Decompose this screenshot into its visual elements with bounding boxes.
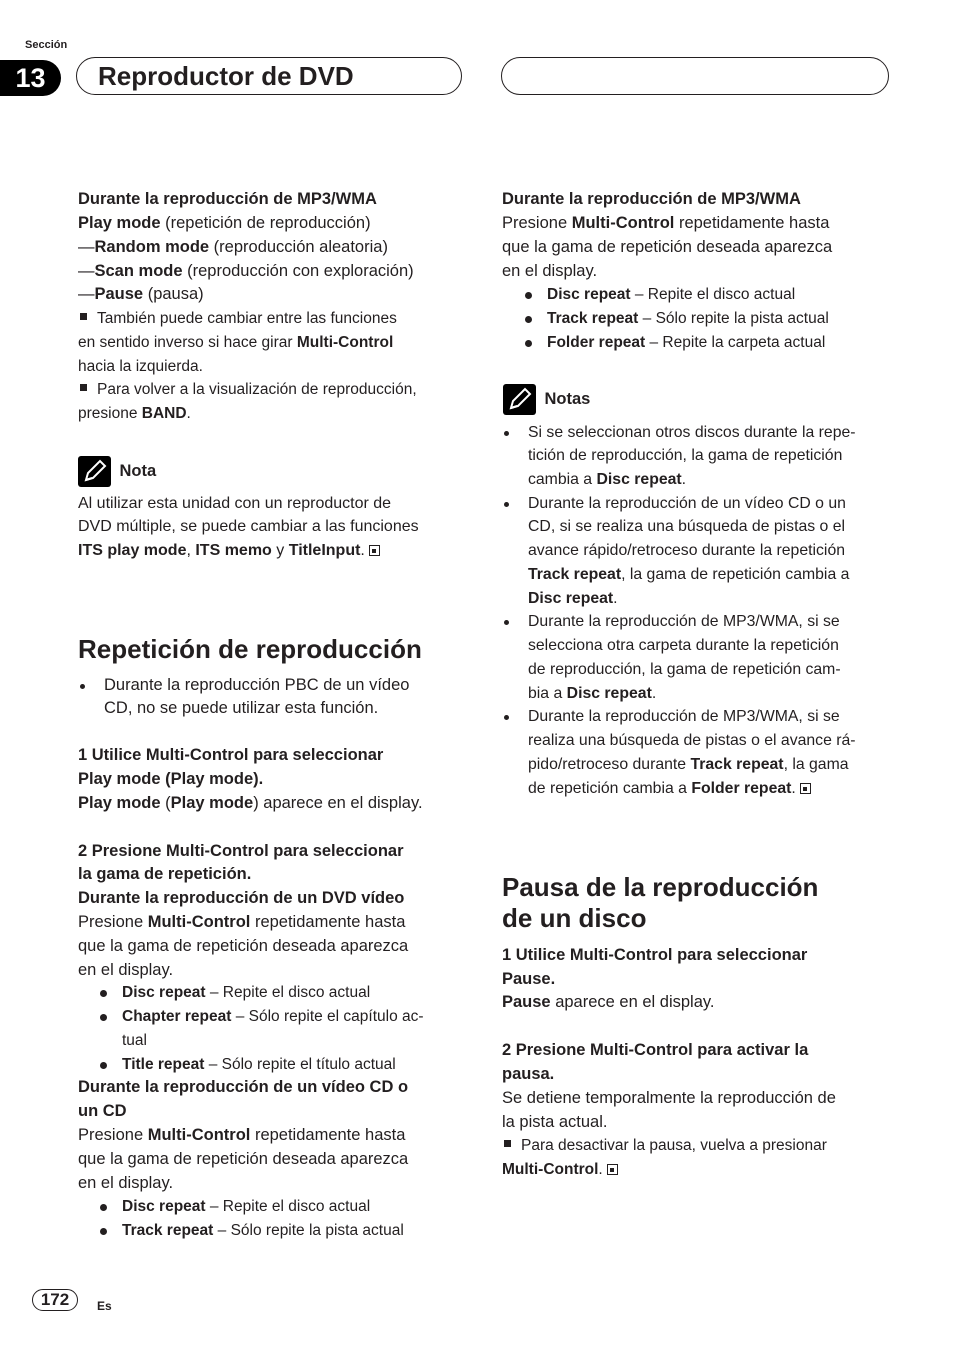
tip-back: Para volver a la visualización de reproducción, [80, 380, 417, 400]
header-right-frame [501, 57, 889, 95]
square-bullet-icon [504, 1140, 511, 1147]
dvd-title-repeat: Title repeat – Sólo repite el título actual [122, 1055, 396, 1075]
bullet-icon [525, 292, 532, 299]
scan-mode-line: —Scan mode (reproducción con exploración) [78, 262, 414, 280]
mp3-heading: Durante la reproducción de MP3/WMA [78, 190, 377, 208]
tip-back-line2: presione BAND. [78, 405, 191, 422]
bullet-icon [504, 502, 509, 507]
note3-line4: bia a Disc repeat. [528, 685, 657, 702]
pencil-note-icon [78, 456, 111, 487]
note4-line2: realiza una búsqueda de pistas o el avance rá- [528, 732, 856, 749]
step1-title: 1 Utilice Multi-Control para seleccionar [78, 746, 384, 764]
bullet-icon [525, 316, 532, 323]
bullet-icon [80, 684, 85, 689]
end-mark-icon [607, 1164, 618, 1175]
vcd-disc-repeat: Disc repeat – Repite el disco actual [122, 1197, 370, 1217]
pause-step2-result-line2: la pista actual. [502, 1113, 608, 1131]
right-folder-repeat: Folder repeat – Repite la carpeta actual [547, 333, 825, 353]
nota-line2: DVD múltiple, se puede cambiar a las funciones [78, 518, 419, 535]
pause-step1-result: Pause aparece en el display. [502, 993, 715, 1011]
heading-pause-line2: de un disco [502, 903, 647, 933]
vcd-heading: Durante la reproducción de un vídeo CD o [78, 1078, 409, 1096]
pause-step2-title-line2: pausa. [502, 1065, 555, 1083]
heading-pause: Pausa de la reproducción [502, 872, 819, 902]
dvd-heading: Durante la reproducción de un DVD vídeo [78, 889, 405, 907]
note4-line3: pido/retroceso durante Track repeat, la gama [528, 756, 849, 773]
vcd-press-line2: que la gama de repetición deseada aparezca [78, 1150, 409, 1168]
pause-step1-title: 1 Utilice Multi-Control para seleccionar [502, 946, 808, 964]
step2-title: 2 Presione Multi-Control para seleccionar [78, 842, 404, 860]
bullet-icon [100, 990, 107, 997]
language-code: Es [97, 1299, 112, 1313]
pause-tip: Para desactivar la pausa, vuelva a presionar [504, 1136, 827, 1156]
bullet-icon [100, 1228, 107, 1235]
vcd-heading-line2: un CD [78, 1102, 127, 1120]
section-label: Sección [25, 39, 68, 51]
note2: Durante la reproducción de un vídeo CD o un [528, 494, 846, 514]
section-title: Reproductor de DVD [98, 61, 354, 91]
dvd-press-line2: que la gama de repetición deseada aparezca [78, 937, 409, 955]
nota-line3: ITS play mode, ITS memo y TitleInput. [78, 541, 380, 561]
right-press-line3: en el display. [502, 262, 598, 280]
pause-step2-result: Se detiene temporalmente la reproducción de [502, 1089, 836, 1107]
tip-reverse-line3: hacia la izquierda. [78, 358, 203, 375]
notas-header [503, 384, 590, 415]
bullet-icon [100, 1204, 107, 1211]
end-mark-icon [800, 783, 811, 794]
bullet-icon [504, 715, 509, 720]
right-disc-repeat: Disc repeat – Repite el disco actual [547, 285, 795, 305]
vcd-press-line3: en el display. [78, 1174, 174, 1192]
note2-line2: CD, si se realiza una búsqueda de pistas o el [528, 518, 846, 535]
dvd-disc-repeat: Disc repeat – Repite el disco actual [122, 983, 370, 1003]
note1-line3: cambia a Disc repeat. [528, 471, 687, 488]
step2-title-line2: la gama de repetición. [78, 865, 252, 883]
pause-step2-title: 2 Presione Multi-Control para activar la [502, 1041, 809, 1059]
bullet-icon [504, 620, 509, 625]
nota-line1: Al utilizar esta unidad con un reproductor de [78, 495, 392, 512]
pbc-note: Durante la reproducción PBC de un vídeo [104, 675, 409, 695]
pbc-note-line2: CD, no se puede utilizar esta función. [104, 699, 379, 717]
vcd-press: Presione Multi-Control repetidamente hasta [78, 1126, 406, 1144]
tip-reverse: También puede cambiar entre las funciones [80, 309, 397, 329]
note4-line4: de repetición cambia a Folder repeat. [528, 779, 811, 799]
note1-line2: tición de reproducción, la gama de repetición [528, 447, 843, 464]
note3-line2: selecciona otra carpeta durante la repetición [528, 637, 839, 654]
note3: Durante la reproducción de MP3/WMA, si se [528, 612, 840, 632]
right-press: Presione Multi-Control repetidamente hasta [502, 214, 830, 232]
pause-step1-title-line2: Pause. [502, 970, 556, 988]
note2-line5: Disc repeat. [528, 590, 618, 607]
vcd-track-repeat: Track repeat – Sólo repite la pista actual [122, 1221, 404, 1241]
pause-line: —Pause (pausa) [78, 285, 204, 303]
nota-label: Nota [119, 461, 157, 480]
tip-reverse-line2: en sentido inverso si hace girar Multi-Control [78, 334, 394, 351]
bullet-icon [525, 340, 532, 347]
nota-header [78, 456, 156, 487]
note1: Si se seleccionan otros discos durante la repe- [528, 423, 856, 443]
right-press-line2: que la gama de repetición deseada aparezca [502, 238, 833, 256]
dvd-press-line3: en el display. [78, 961, 174, 979]
note3-line3: de reproducción, la gama de repetición cam- [528, 661, 841, 678]
dvd-press: Presione Multi-Control repetidamente hasta [78, 913, 406, 931]
square-bullet-icon [80, 384, 87, 391]
note2-line3: avance rápido/retroceso durante la repetición [528, 542, 846, 559]
bullet-icon [504, 431, 509, 436]
pencil-note-icon [503, 384, 536, 415]
step1-title-line2: Play mode (Play mode). [78, 770, 264, 788]
dvd-chapter-repeat: Chapter repeat – Sólo repite el capítulo ac- [122, 1007, 424, 1027]
note2-line4: Track repeat, la gama de repetición cambia a [528, 566, 850, 583]
end-mark-icon [369, 545, 380, 556]
page-number: 172 [32, 1289, 78, 1311]
play-mode-line: Play mode (repetición de reproducción) [78, 214, 371, 232]
right-mp3-heading: Durante la reproducción de MP3/WMA [502, 190, 801, 208]
dvd-chapter-repeat-line2: tual [122, 1032, 147, 1049]
note4: Durante la reproducción de MP3/WMA, si se [528, 707, 840, 727]
square-bullet-icon [80, 313, 87, 320]
notas-label: Notas [544, 389, 591, 408]
right-track-repeat: Track repeat – Sólo repite la pista actual [547, 309, 829, 329]
section-number-badge: 13 [0, 60, 61, 96]
bullet-icon [100, 1062, 107, 1069]
pause-tip-line2: Multi-Control. [502, 1160, 618, 1180]
random-mode-line: —Random mode (reproducción aleatoria) [78, 238, 388, 256]
bullet-icon [100, 1014, 107, 1021]
step1-result: Play mode (Play mode) aparece en el display. [78, 794, 423, 812]
heading-repeat-playback: Repetición de reproducción [78, 634, 422, 664]
